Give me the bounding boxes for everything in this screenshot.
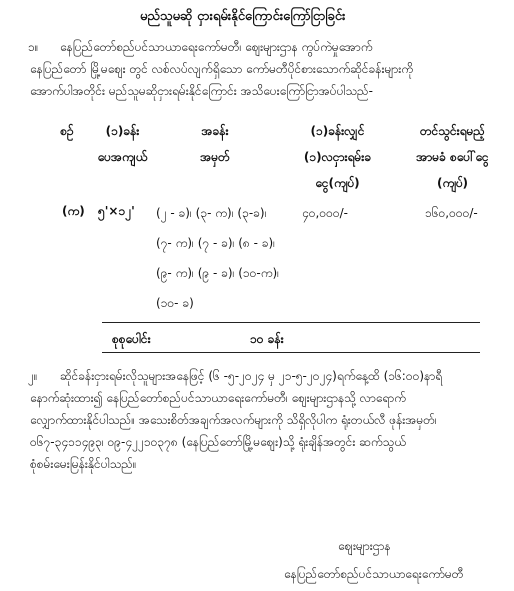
paragraph-2-number: ၂။ [28, 369, 38, 383]
paragraph-2-line: လျှောက်ထားနိုင်ပါသည်။ အသေးစိတ်အချက်အလက်များကို သိရှိလိုပါက ရုံးတယ်လီ ဖုန်းအမှတ်၊ [30, 413, 437, 427]
paragraph-2-line: နောက်ဆုံးထား၍ နေပြည်တော်စည်ပင်သာယာရေးကော်မတီ၊ ဈေးများဌာနသို့ လာရောက် [30, 391, 406, 405]
row-serial: (က) [62, 204, 85, 218]
row-size: ၅'×၁၂' [98, 204, 135, 218]
page-title: မည်သူမဆို ငှားရမ်းနိုင်ကြောင်းကြော်ငြာခြင်း [140, 9, 346, 24]
header-deposit: တင်သွင်းရမည့် အာမခံ စပေါ်ငွေ (ကျပ်) [416, 124, 489, 190]
room-number-line: (၁၀- ခ) [156, 296, 194, 310]
paragraph-2-continued [30, 387, 437, 475]
paragraph-1-number: ၁။ [28, 40, 39, 54]
header-size: (၁)ခန်း ပေအကျယ် [97, 124, 148, 164]
total-value: ၁၀ ခန်း [250, 332, 284, 346]
paragraph-2-line: စုံစမ်းမေးမြန်းနိုင်ပါသည်။ [30, 457, 137, 471]
paragraph-2-line: ဆိုင်ခန်းငှားရမ်းလိုသူများအနေဖြင့် (၆ -၅-၂၀၂၄ မှ ၂၁-၅-၂၀၂၄)ရက်နေ့ထိ (၁၆:၀၀)နာရီ [60, 369, 443, 383]
header-room-number: အခန်း အမှတ် [200, 124, 230, 164]
paragraph-1-continued [30, 58, 413, 102]
header-serial: စဉ် [60, 124, 74, 138]
row-monthly-rent: ၄၀,၀၀၀/- [302, 206, 348, 220]
paragraph-2-line: ၀၆၇-၃၄၁၁၄၉၃၊ ၀၉-၄၂၂၁၀၃၇၈ (နေပြည်တော်မြို့မဈေး)သို့ ရုံးချိန်အတွင်း ဆက်သွယ် [30, 435, 406, 449]
paragraph-2 [60, 365, 442, 387]
room-number-line: (၂ - ခ)၊ (၃- က)၊ (၃-ခ)၊ [156, 206, 267, 220]
paragraph-1-line: နေပြည်တော်စည်ပင်သာယာရေးကော်မတီ၊ ဈေးများဌာန ကွပ်ကဲမှုအောက် [60, 40, 373, 54]
paragraph-1-line: နေပြည်တော် မြို့မဈေး တွင် လစ်လပ်လျက်ရှိသော ကော်မတီပိုင်စားသောက်ဆိုင်ခန်းများကို [30, 62, 413, 76]
header-monthly-rent: (၁)ခန်းလျှင် (၁)လငှားရမ်းခ ငွေ(ကျပ်) [303, 124, 372, 190]
signature-department: ဈေးများဌာန [338, 539, 391, 553]
row-room-numbers [156, 198, 279, 318]
paragraph-1 [60, 36, 372, 58]
total-label: စုစုပေါင်း [112, 332, 151, 346]
paragraph-1-line: အောက်ပါအတိုင်း မည်သူမဆိုငှားရမ်းနိုင်ကြောင်း အသိပေးကြော်ငြာအပ်ပါသည်- [30, 84, 374, 98]
row-deposit: ၁၆၀,၀၀၀/- [425, 206, 478, 220]
table-bottom-rule [102, 352, 480, 353]
signature-committee: နေပြည်တော်စည်ပင်သာယာရေးကော်မတီ [284, 567, 464, 581]
room-number-line: (၉- က)၊ (၉ - ခ)၊ (၁၀-က)၊ [156, 266, 280, 280]
table-top-rule [102, 322, 480, 323]
room-number-line: (၇- က)၊ (၇ - ခ)၊ (၈ - ခ)၊ [156, 236, 276, 250]
